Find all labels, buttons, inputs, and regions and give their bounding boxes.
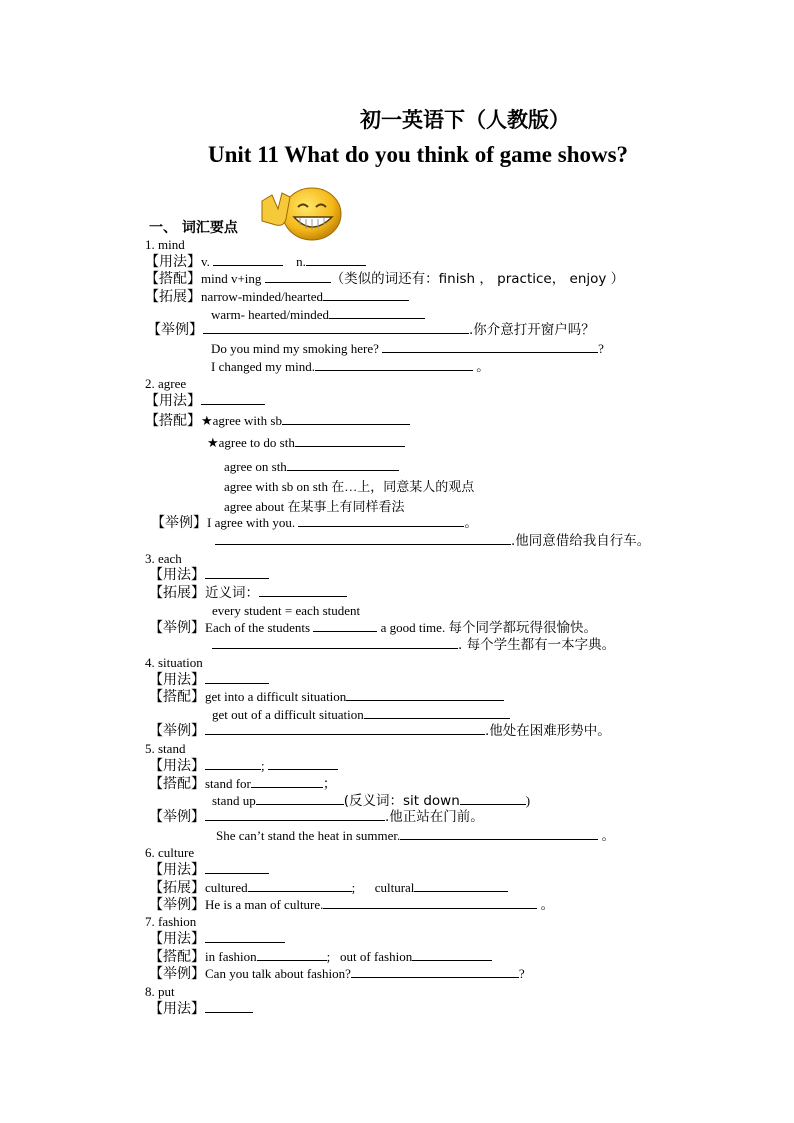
mind-example-row-3: I changed my mind. 。 <box>211 359 490 375</box>
fashion-example-row: 【举例】Can you talk about fashion? ? <box>149 966 525 982</box>
agree-collocation-row: 【搭配】★agree with sb <box>145 412 410 430</box>
each-equivalence: every student = each student <box>212 603 361 618</box>
mind-usage-row: 【用法】v. n. <box>145 253 366 271</box>
blank[interactable] <box>212 636 458 649</box>
blank[interactable] <box>287 458 399 471</box>
blank[interactable] <box>205 930 285 943</box>
blank[interactable] <box>313 619 377 632</box>
blank[interactable] <box>412 948 492 961</box>
agree-collocation-row-5: agree about 在某事上有同样看法 <box>224 499 405 514</box>
put-usage-row: 【用法】 <box>149 1000 253 1018</box>
stand-example-row: 【举例】 .他正站在门前。 <box>149 809 484 825</box>
word-heading-culture: 6. culture <box>145 845 195 860</box>
blank[interactable] <box>323 896 537 909</box>
blank[interactable] <box>382 340 598 353</box>
blank[interactable] <box>329 306 425 319</box>
blank[interactable] <box>251 775 323 788</box>
blank[interactable] <box>351 965 519 978</box>
blank[interactable] <box>205 861 269 874</box>
culture-usage-row: 【用法】 <box>149 861 269 879</box>
word-heading-each: 3. each <box>145 551 182 566</box>
blank[interactable] <box>282 412 410 425</box>
blank[interactable] <box>259 584 347 597</box>
agree-example-row-2: .他同意借给我自行车。 <box>215 532 650 550</box>
mind-collocation-row: 【搭配】mind v+ing （类似的词还有：finish ， practice， enjoy ） <box>145 271 625 287</box>
mind-example-row-2: Do you mind my smoking here? ? <box>211 341 604 356</box>
blank[interactable] <box>205 671 269 684</box>
each-usage-row: 【用法】 <box>149 566 269 584</box>
situation-collocation-row: 【搭配】get into a difficult situation <box>149 688 504 706</box>
word-heading-mind: 1. mind <box>145 237 185 252</box>
agree-collocation-row-4: agree with sb on sth 在…上，同意某人的观点 <box>224 479 475 494</box>
fashion-collocation-row: 【搭配】in fashion ; out of fashion <box>149 948 492 966</box>
blank[interactable] <box>205 808 385 821</box>
blank[interactable] <box>315 358 473 371</box>
stand-usage-row: 【用法】 ; <box>149 757 338 775</box>
blank[interactable] <box>257 948 327 961</box>
word-heading-fashion: 7. fashion <box>145 914 197 929</box>
culture-example-row: 【举例】He is a man of culture. 。 <box>149 897 555 913</box>
stand-collocation-row: 【搭配】stand for ； <box>149 776 337 792</box>
blank[interactable] <box>268 757 338 770</box>
situation-example-row: 【举例】 .他处在困难形势中。 <box>149 723 611 739</box>
blank[interactable] <box>205 722 485 735</box>
smiley-icon <box>258 187 344 245</box>
mind-extension-row: 【拓展】narrow-minded/hearted <box>145 288 409 306</box>
each-extension-row: 【拓展】近义词： <box>149 584 347 602</box>
blank[interactable] <box>414 879 508 892</box>
stand-collocation-row-2: stand up (反义词：sit down ) <box>212 793 531 809</box>
blank[interactable] <box>248 879 352 892</box>
page-subtitle: Unit 11 What do you think of game shows? <box>208 142 629 167</box>
agree-usage-row: 【用法】 <box>145 392 265 410</box>
fashion-usage-row: 【用法】 <box>149 930 285 948</box>
page-title: 初一英语下（人教版） <box>360 107 570 132</box>
blank[interactable] <box>203 321 469 334</box>
each-example-row-2: . 每个学生都有一本字典。 <box>212 636 615 654</box>
blank[interactable] <box>215 532 511 545</box>
agree-collocation-row-3: agree on sth <box>224 458 399 475</box>
usage-tag: 【用法】 <box>145 254 201 270</box>
agree-collocation-row-2: ★agree to do sth <box>207 434 405 451</box>
blank[interactable] <box>364 706 510 719</box>
section-heading: 一、 词汇要点 <box>149 220 238 236</box>
agree-example-row: 【举例】I agree with you. 。 <box>151 515 478 531</box>
blank[interactable] <box>346 688 504 701</box>
stand-example-row-2: She can’t stand the heat in summer. 。 <box>216 828 615 844</box>
blank[interactable] <box>205 566 269 579</box>
blank[interactable] <box>265 270 331 283</box>
blank[interactable] <box>400 827 598 840</box>
blank[interactable] <box>306 253 366 266</box>
blank[interactable] <box>205 757 261 770</box>
situation-usage-row: 【用法】 <box>149 671 269 689</box>
blank[interactable] <box>295 434 405 447</box>
word-heading-stand: 5. stand <box>145 741 186 756</box>
mind-example-row: 【举例】 .你介意打开窗户吗？ <box>147 322 595 338</box>
blank[interactable] <box>201 392 265 405</box>
blank[interactable] <box>256 792 344 805</box>
blank[interactable] <box>323 288 409 301</box>
blank[interactable] <box>213 253 283 266</box>
each-example-row: 【举例】Each of the students a good time. 每个同学都玩得很愉快。 <box>149 620 597 636</box>
word-heading-agree: 2. agree <box>145 376 187 391</box>
word-heading-situation: 4. situation <box>145 655 203 670</box>
word-heading-put: 8. put <box>145 984 175 999</box>
blank[interactable] <box>460 792 526 805</box>
culture-extension-row: 【拓展】cultured ; cultural <box>149 879 508 897</box>
blank[interactable] <box>298 514 464 527</box>
situation-collocation-row-2: get out of a difficult situation <box>212 706 510 723</box>
blank[interactable] <box>205 1000 253 1013</box>
mind-extension-row-2: warm- hearted/minded <box>211 306 425 323</box>
